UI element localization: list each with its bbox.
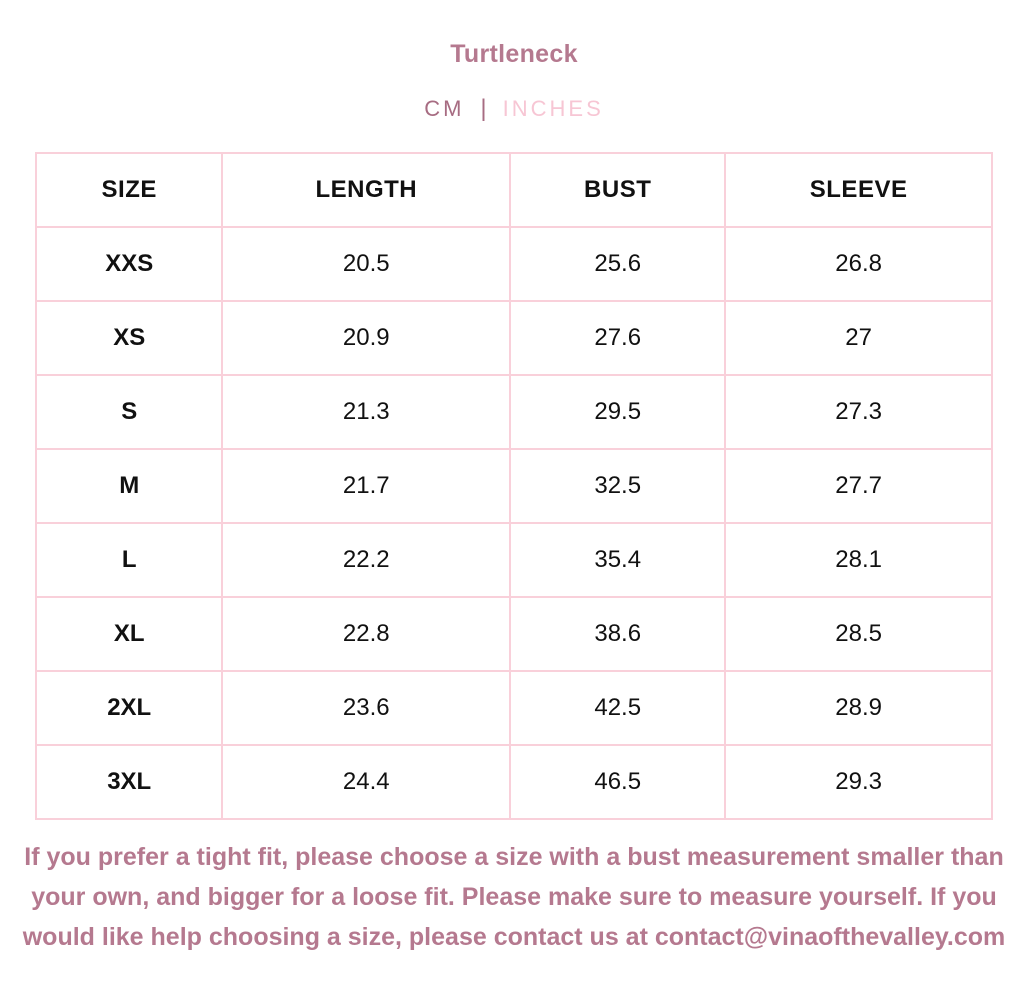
bust-cell: 38.6: [510, 597, 725, 671]
sleeve-cell: 29.3: [725, 745, 992, 819]
bust-cell: 35.4: [510, 523, 725, 597]
column-header-size: SIZE: [36, 153, 222, 227]
column-header-bust: BUST: [510, 153, 725, 227]
table-row: [36, 671, 992, 745]
table-row: [36, 375, 992, 449]
size-table: [35, 152, 993, 820]
length-cell: 24.4: [222, 745, 510, 819]
table-row: [36, 227, 992, 301]
size-cell: M: [36, 449, 222, 523]
length-cell: 20.5: [222, 227, 510, 301]
table-row: [36, 301, 992, 375]
bust-cell: 29.5: [510, 375, 725, 449]
size-cell: S: [36, 375, 222, 449]
size-cell: XS: [36, 301, 222, 375]
sleeve-cell: 28.5: [725, 597, 992, 671]
size-cell: 2XL: [36, 671, 222, 745]
sleeve-cell: 27: [725, 301, 992, 375]
bust-cell: 46.5: [510, 745, 725, 819]
length-cell: 22.2: [222, 523, 510, 597]
size-cell: XXS: [36, 227, 222, 301]
length-cell: 21.7: [222, 449, 510, 523]
unit-toggle: [0, 95, 1028, 123]
table-row: [36, 745, 992, 819]
size-cell: XL: [36, 597, 222, 671]
page-title: Turtleneck: [450, 40, 578, 68]
column-header-sleeve: SLEEVE: [725, 153, 992, 227]
size-cell: 3XL: [36, 745, 222, 819]
unit-toggle-separator: |: [480, 95, 487, 122]
table-row: [36, 597, 992, 671]
size-cell: L: [36, 523, 222, 597]
bust-cell: 32.5: [510, 449, 725, 523]
unit-inches-button[interactable]: INCHES: [502, 96, 604, 121]
length-cell: 23.6: [222, 671, 510, 745]
table-header-row: [36, 153, 992, 227]
bust-cell: 42.5: [510, 671, 725, 745]
length-cell: 21.3: [222, 375, 510, 449]
length-cell: 20.9: [222, 301, 510, 375]
sleeve-cell: 28.9: [725, 671, 992, 745]
size-table-body: [36, 227, 992, 819]
table-row: [36, 523, 992, 597]
fit-note: If you prefer a tight fit, please choose a size with a bust measurement smaller than your own, and bigger for a loose fit. Please make sure to measure yourself. If you would like help choosing a size, please contact us at contact@vinaofthevalley.com: [22, 843, 1006, 951]
length-cell: 22.8: [222, 597, 510, 671]
column-header-length: LENGTH: [222, 153, 510, 227]
sleeve-cell: 27.3: [725, 375, 992, 449]
sleeve-cell: 26.8: [725, 227, 992, 301]
bust-cell: 27.6: [510, 301, 725, 375]
sleeve-cell: 28.1: [725, 523, 992, 597]
sleeve-cell: 27.7: [725, 449, 992, 523]
unit-cm-button[interactable]: CM: [424, 96, 465, 121]
table-row: [36, 449, 992, 523]
size-chart-page: [0, 40, 1028, 986]
bust-cell: 25.6: [510, 227, 725, 301]
